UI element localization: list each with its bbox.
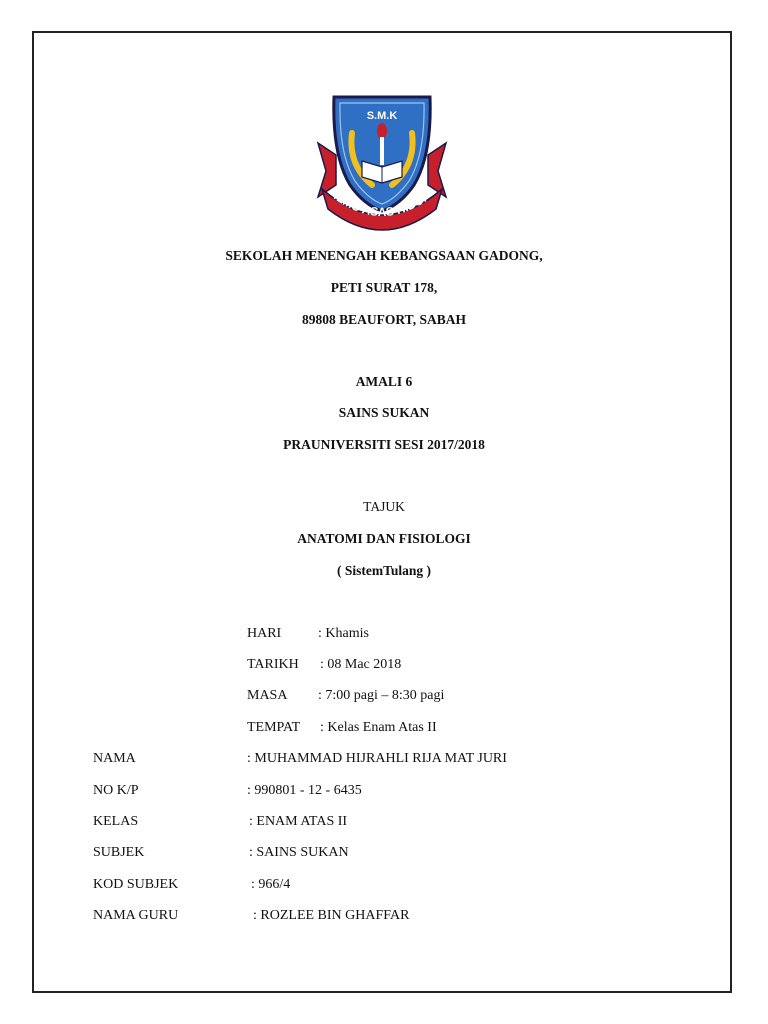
student-value: : ENAM ATAS II (249, 814, 348, 829)
report-subtitle: ( SistemTulang ) (336, 563, 432, 578)
schedule-label: HARI (247, 626, 282, 641)
report-subject: SAINS SUKAN (338, 405, 430, 420)
student-value: : SAINS SUKAN (249, 845, 349, 860)
schedule-value: : Khamis (318, 626, 369, 641)
student-label: KELAS (93, 814, 139, 829)
amali-number: AMALI 6 (355, 374, 413, 389)
schedule-label: TARIKH (247, 657, 299, 672)
student-label: KOD SUBJEK (93, 877, 179, 892)
schedule-label: MASA (247, 688, 288, 703)
schedule-value: : 08 Mac 2018 (320, 657, 402, 672)
student-label: NO K/P (93, 783, 139, 798)
schedule-value: : 7:00 pagi – 8:30 pagi (318, 688, 445, 703)
student-value: : 990801 - 12 - 6435 (247, 783, 362, 798)
logo-badge-text: S.M.K (366, 110, 398, 122)
school-address-line2: 89808 BEAUFORT, SABAH (302, 312, 466, 327)
student-value: : MUHAMMAD HIJRAHLI RIJA MAT JURI (247, 751, 507, 766)
school-address-line1: PETI SURAT 178, (330, 280, 438, 295)
logo-banner-text: ILMU ASAS HIDUP (331, 188, 433, 220)
tajuk-label: TAJUK (363, 499, 405, 514)
student-label: NAMA (93, 751, 136, 766)
school-crest-logo (314, 85, 450, 231)
schedule-label: TEMPAT (247, 720, 301, 735)
student-label: SUBJEK (93, 845, 145, 860)
student-label: NAMA GURU (93, 908, 179, 923)
student-value: : ROZLEE BIN GHAFFAR (253, 908, 410, 923)
report-session: PRAUNIVERSITI SESI 2017/2018 (283, 437, 485, 452)
student-value: : 966/4 (251, 877, 291, 892)
school-name: SEKOLAH MENENGAH KEBANGSAAN GADONG, (225, 248, 543, 263)
schedule-value: : Kelas Enam Atas II (320, 720, 437, 735)
report-title: ANATOMI DAN FISIOLOGI (297, 531, 471, 546)
